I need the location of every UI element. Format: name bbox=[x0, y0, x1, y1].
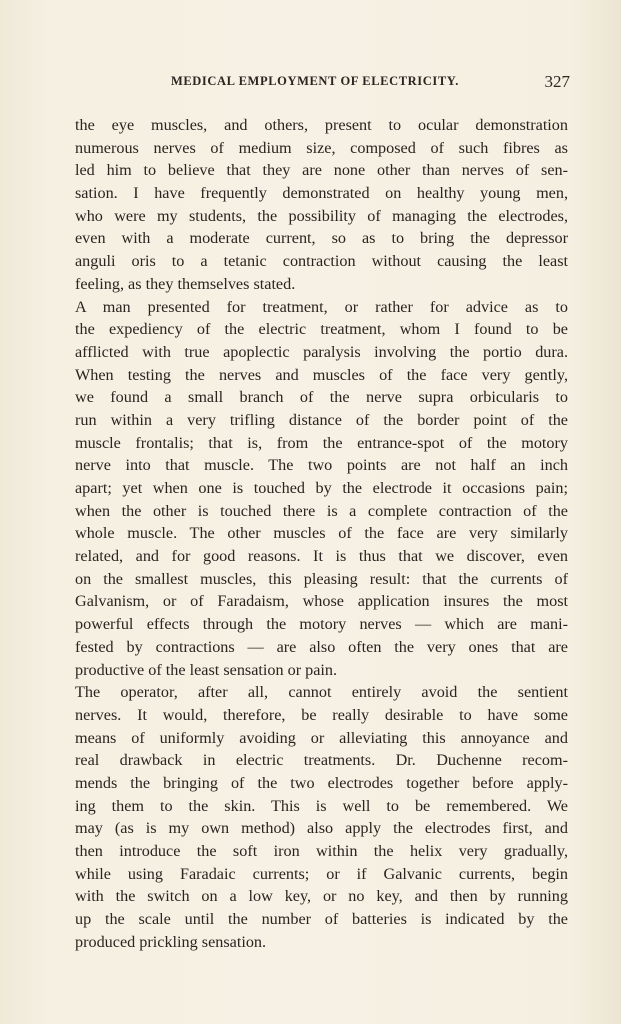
text-line: productive of the least sensation or pain. bbox=[75, 660, 338, 679]
text-line: nerve into that muscle. The two points are not half an inch bbox=[75, 456, 568, 475]
running-title: MEDICAL EMPLOYMENT OF ELECTRICITY. bbox=[170, 74, 460, 88]
text-line: with the switch on a low key, or no key, and then by running bbox=[75, 887, 568, 906]
text-line: who were my students, the possibility of managing the electrodes, bbox=[75, 206, 568, 225]
text-line: may (as is my own method) also apply the electrodes first, and bbox=[75, 819, 568, 838]
text-line: muscle frontalis; that is, from the entrance-spot of the motory bbox=[75, 433, 568, 452]
text-line: anguli oris to a tetanic contraction without causing the least bbox=[75, 252, 568, 271]
text-line: sation. I have frequently demonstrated on healthy young men, bbox=[75, 184, 568, 203]
text-line: led him to believe that they are none other than nerves of sen- bbox=[75, 161, 568, 180]
text-line: afflicted with true apoplectic paralysis involving the portio dura. bbox=[75, 342, 568, 361]
text-line: feeling, as they themselves stated. bbox=[75, 274, 296, 293]
text-line: Galvanism, or of Faradaism, whose application insures the most bbox=[75, 592, 568, 611]
text-line: the expediency of the electric treatment, whom I found to be bbox=[75, 320, 568, 339]
text-line: whole muscle. The other muscles of the face are very similarly bbox=[75, 524, 568, 543]
text-line: When testing the nerves and muscles of the face very gently, bbox=[75, 365, 568, 384]
text-line: produced prickling sensation. bbox=[75, 932, 267, 951]
text-line: real drawback in electric treatments. Dr. Duchenne recom- bbox=[75, 751, 568, 770]
text-line: related, and for good reasons. It is thus that we discover, even bbox=[75, 547, 568, 566]
text-line: up the scale until the number of batteries is indicated by the bbox=[75, 910, 568, 929]
text-line: apart; yet when one is touched by the electrode it occasions pain; bbox=[75, 479, 568, 497]
text-line: we found a small branch of the nerve supra orbicularis to bbox=[75, 388, 568, 407]
text-line: numerous nerves of medium size, composed of such fibres as bbox=[75, 138, 568, 157]
text-line: run within a very trifling distance of the border point of the bbox=[75, 410, 568, 429]
paragraph-start-line: The operator, after all, cannot entirely avoid the sentient bbox=[75, 683, 568, 702]
paragraph-start-line: A man presented for treatment, or rather for advice as to bbox=[75, 297, 568, 316]
text-line: mends the bringing of the two electrodes together before apply- bbox=[75, 773, 568, 792]
text-line: powerful effects through the motory nerves — which are mani- bbox=[75, 615, 568, 634]
text-line: when the other is touched there is a complete contraction of the bbox=[75, 501, 568, 520]
page-number: 327 bbox=[544, 72, 570, 91]
text-line: on the smallest muscles, this pleasing result: that the currents of bbox=[75, 569, 568, 588]
text-line: the eye muscles, and others, present to ocular demonstration bbox=[75, 116, 568, 134]
page-header bbox=[60, 72, 570, 94]
text-line: means of uniformly avoiding or alleviating this annoyance and bbox=[75, 728, 568, 747]
text-line: nerves. It would, therefore, be really desirable to have some bbox=[75, 705, 568, 724]
text-line: ing them to the skin. This is well to be remembered. We bbox=[75, 796, 568, 815]
text-line: even with a moderate current, so as to bring the depressor bbox=[75, 229, 568, 248]
text-line: while using Faradaic currents; or if Galvanic currents, begin bbox=[75, 864, 568, 883]
text-line: fested by contractions — are also often the very ones that are bbox=[75, 637, 568, 656]
body-text bbox=[75, 114, 568, 953]
text-line: then introduce the soft iron within the helix very gradually, bbox=[75, 842, 568, 860]
